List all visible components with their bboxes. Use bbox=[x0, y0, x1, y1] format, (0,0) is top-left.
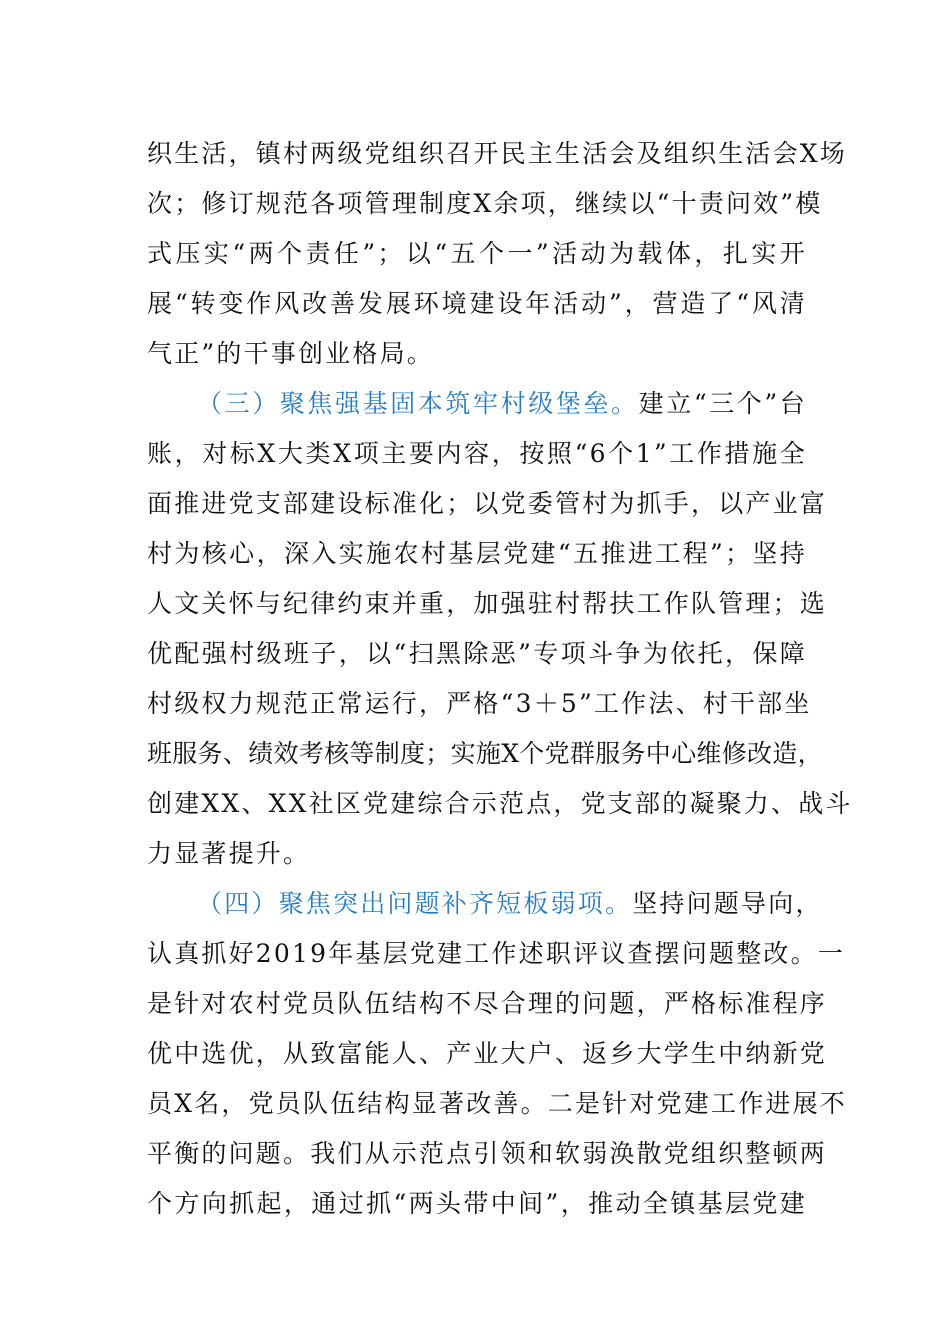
body-line: 创建XX、XX社区党建综合示范点，党支部的凝聚力、战斗 bbox=[147, 789, 853, 818]
section-heading-line bbox=[197, 879, 823, 929]
body-text: 坚持问题导向， bbox=[632, 889, 823, 918]
section-heading-line bbox=[197, 379, 807, 429]
body-line: 面推进党支部建设标准化；以党委管村为抓手，以产业富 bbox=[147, 489, 828, 518]
body-line: 织生活，镇村两级党组织召开民主生活会及组织生活会X场 bbox=[147, 139, 848, 168]
body-line: 班服务、绩效考核等制度；实施X个党群服务中心维修改造， bbox=[147, 739, 823, 768]
body-line: 优中选优，从致富能人、产业大户、返乡大学生中纳新党 bbox=[147, 1039, 828, 1068]
body-line: 是针对农村党员队伍结构不尽合理的问题，严格标准程序 bbox=[147, 989, 828, 1018]
body-line: 优配强村级班子，以“扫黑除恶”专项斗争为依托，保障 bbox=[147, 639, 807, 668]
body-line: 村级权力规范正常运行，严格“3＋5”工作法、村干部坐 bbox=[147, 689, 812, 718]
body-line: 力显著提升。 bbox=[147, 839, 311, 868]
body-text: 建立“三个”台 bbox=[638, 389, 807, 418]
body-line: 展“转变作风改善发展环境建设年活动”，营造了“风清 bbox=[147, 289, 807, 318]
body-line: 村为核心，深入实施农村基层党建“五推进工程”；坚持 bbox=[147, 539, 807, 568]
section-heading-4: （四）聚焦突出问题补齐短板弱项。 bbox=[197, 889, 633, 918]
body-line: 气正”的干事创业格局。 bbox=[147, 339, 434, 368]
body-line: 认真抓好2019年基层党建工作述职评议查摆问题整改。一 bbox=[147, 939, 846, 968]
body-line: 次；修订规范各项管理制度X余项，继续以“十责问效”模 bbox=[147, 189, 823, 218]
section-heading-3: （三）聚焦强基固本筑牢村级堡垒。 bbox=[197, 389, 639, 418]
body-line: 式压实“两个责任”；以“五个一”活动为载体，扎实开 bbox=[147, 239, 807, 268]
body-line: 账，对标X大类X项主要内容，按照“6个1”工作措施全 bbox=[147, 439, 807, 468]
body-line: 个方向抓起，通过抓“两头带中间”，推动全镇基层党建 bbox=[147, 1189, 807, 1218]
body-line: 员X名，党员队伍结构显著改善。二是针对党建工作进展不 bbox=[147, 1089, 848, 1118]
body-line: 人文关怀与纪律约束并重，加强驻村帮扶工作队管理；选 bbox=[147, 589, 828, 618]
body-line: 平衡的问题。我们从示范点引领和软弱涣散党组织整顿两 bbox=[147, 1139, 828, 1168]
